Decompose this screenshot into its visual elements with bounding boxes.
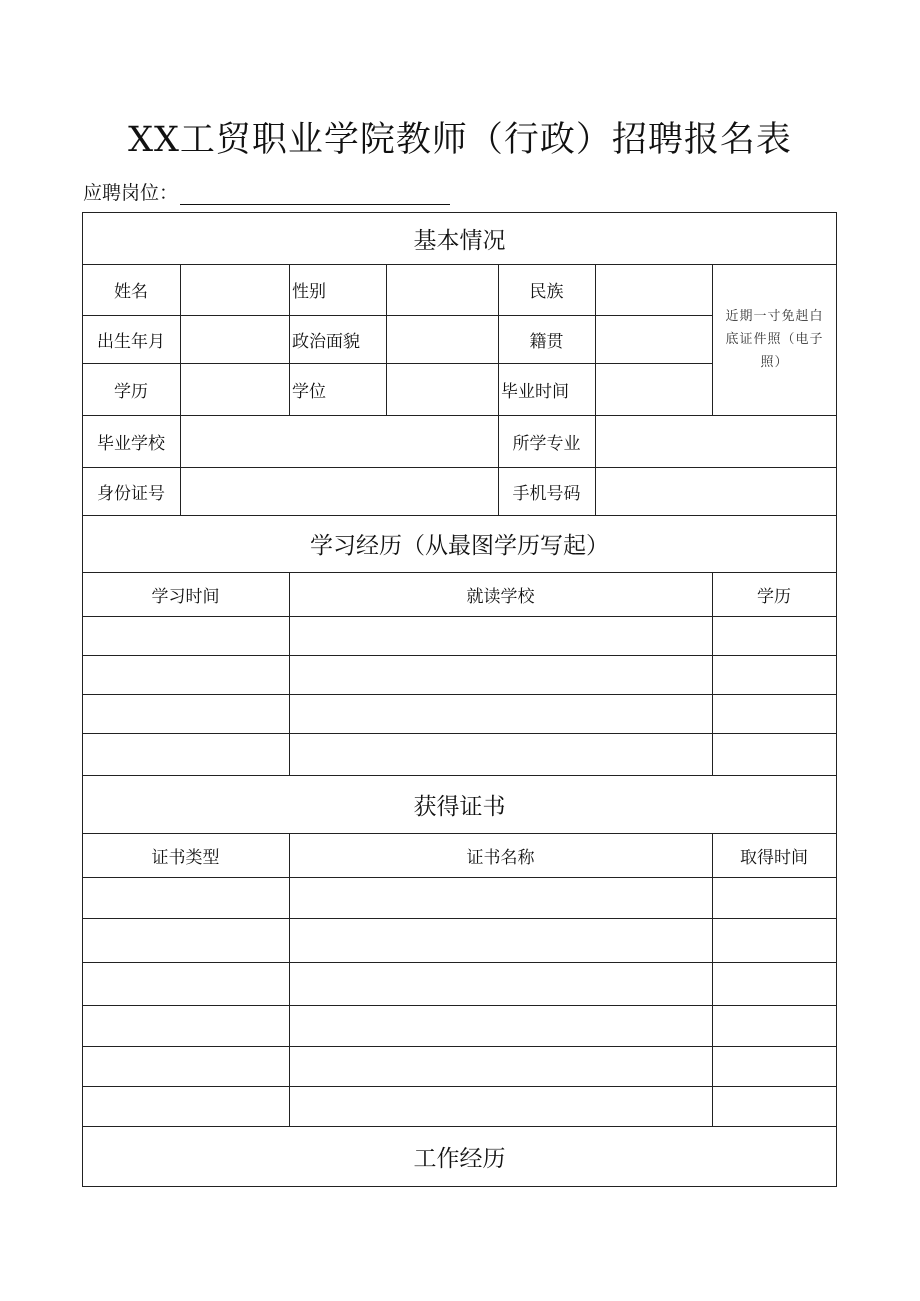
degree-value-cell[interactable]	[386, 363, 498, 415]
applied-position-blank[interactable]	[180, 184, 450, 205]
row-divider	[82, 877, 837, 878]
row-divider	[82, 694, 837, 695]
gender-value-cell[interactable]	[386, 264, 498, 315]
graduation-time-label: 毕业时间	[501, 381, 569, 402]
row-divider	[82, 1086, 837, 1087]
phone-label: 手机号码	[512, 483, 581, 504]
major-value-cell[interactable]	[595, 415, 836, 467]
political-status-value-cell[interactable]	[386, 315, 498, 363]
political-status-label: 政治面貌	[292, 331, 360, 352]
study-col-school: 就读学校	[466, 586, 535, 607]
cert-col-name: 证书名称	[466, 847, 535, 868]
table-border-bottom	[82, 1186, 837, 1187]
ethnicity-label: 民族	[529, 282, 564, 302]
row-divider	[82, 655, 837, 656]
cert-col-type: 证书类型	[151, 847, 220, 868]
native-place-label: 籍贯	[529, 331, 564, 352]
section-study-heading: 学习经历（从最图学历写起）	[310, 533, 609, 559]
graduation-time-value-cell[interactable]	[595, 363, 712, 415]
gender-label: 性别	[292, 282, 326, 302]
id-number-label: 身份证号	[97, 483, 165, 504]
graduated-school-label: 毕业学校	[97, 433, 165, 454]
application-form-table	[82, 212, 837, 1187]
birth-label: 出生年月	[97, 331, 165, 352]
section-basic-heading: 基本情况	[413, 227, 506, 254]
id-number-value-cell[interactable]	[180, 467, 498, 515]
table-border-right	[836, 212, 837, 1187]
row-divider	[82, 1005, 837, 1006]
row-divider	[82, 733, 837, 734]
name-value-cell[interactable]	[180, 264, 289, 315]
name-label: 姓名	[114, 282, 148, 302]
education-label: 学历	[114, 381, 148, 402]
form-title: XX工贸职业学院教师（行政）招聘报名表	[128, 120, 792, 160]
education-value-cell[interactable]	[180, 363, 289, 415]
applied-position-label: 应聘岗位：	[83, 182, 179, 204]
row-divider	[82, 962, 837, 963]
phone-value-cell[interactable]	[595, 467, 836, 515]
row-divider	[82, 918, 837, 919]
study-col-time: 学习时间	[151, 586, 220, 607]
row-divider	[82, 1046, 837, 1047]
graduated-school-value-cell[interactable]	[180, 415, 498, 467]
birth-value-cell[interactable]	[180, 315, 289, 363]
cert-col-date: 取得时间	[740, 847, 808, 868]
study-col-education: 学历	[757, 586, 791, 607]
native-place-value-cell[interactable]	[595, 315, 712, 363]
photo-placeholder[interactable]: 近期一寸免赳白底证件照（电子照）	[725, 309, 824, 370]
row-divider	[82, 616, 837, 617]
degree-label: 学位	[292, 381, 326, 402]
ethnicity-value-cell[interactable]	[595, 264, 712, 315]
section-work-heading: 工作经历	[413, 1145, 506, 1172]
major-label: 所学专业	[512, 433, 581, 454]
applied-position-field	[83, 178, 450, 205]
section-certificates-heading: 获得证书	[413, 793, 506, 820]
